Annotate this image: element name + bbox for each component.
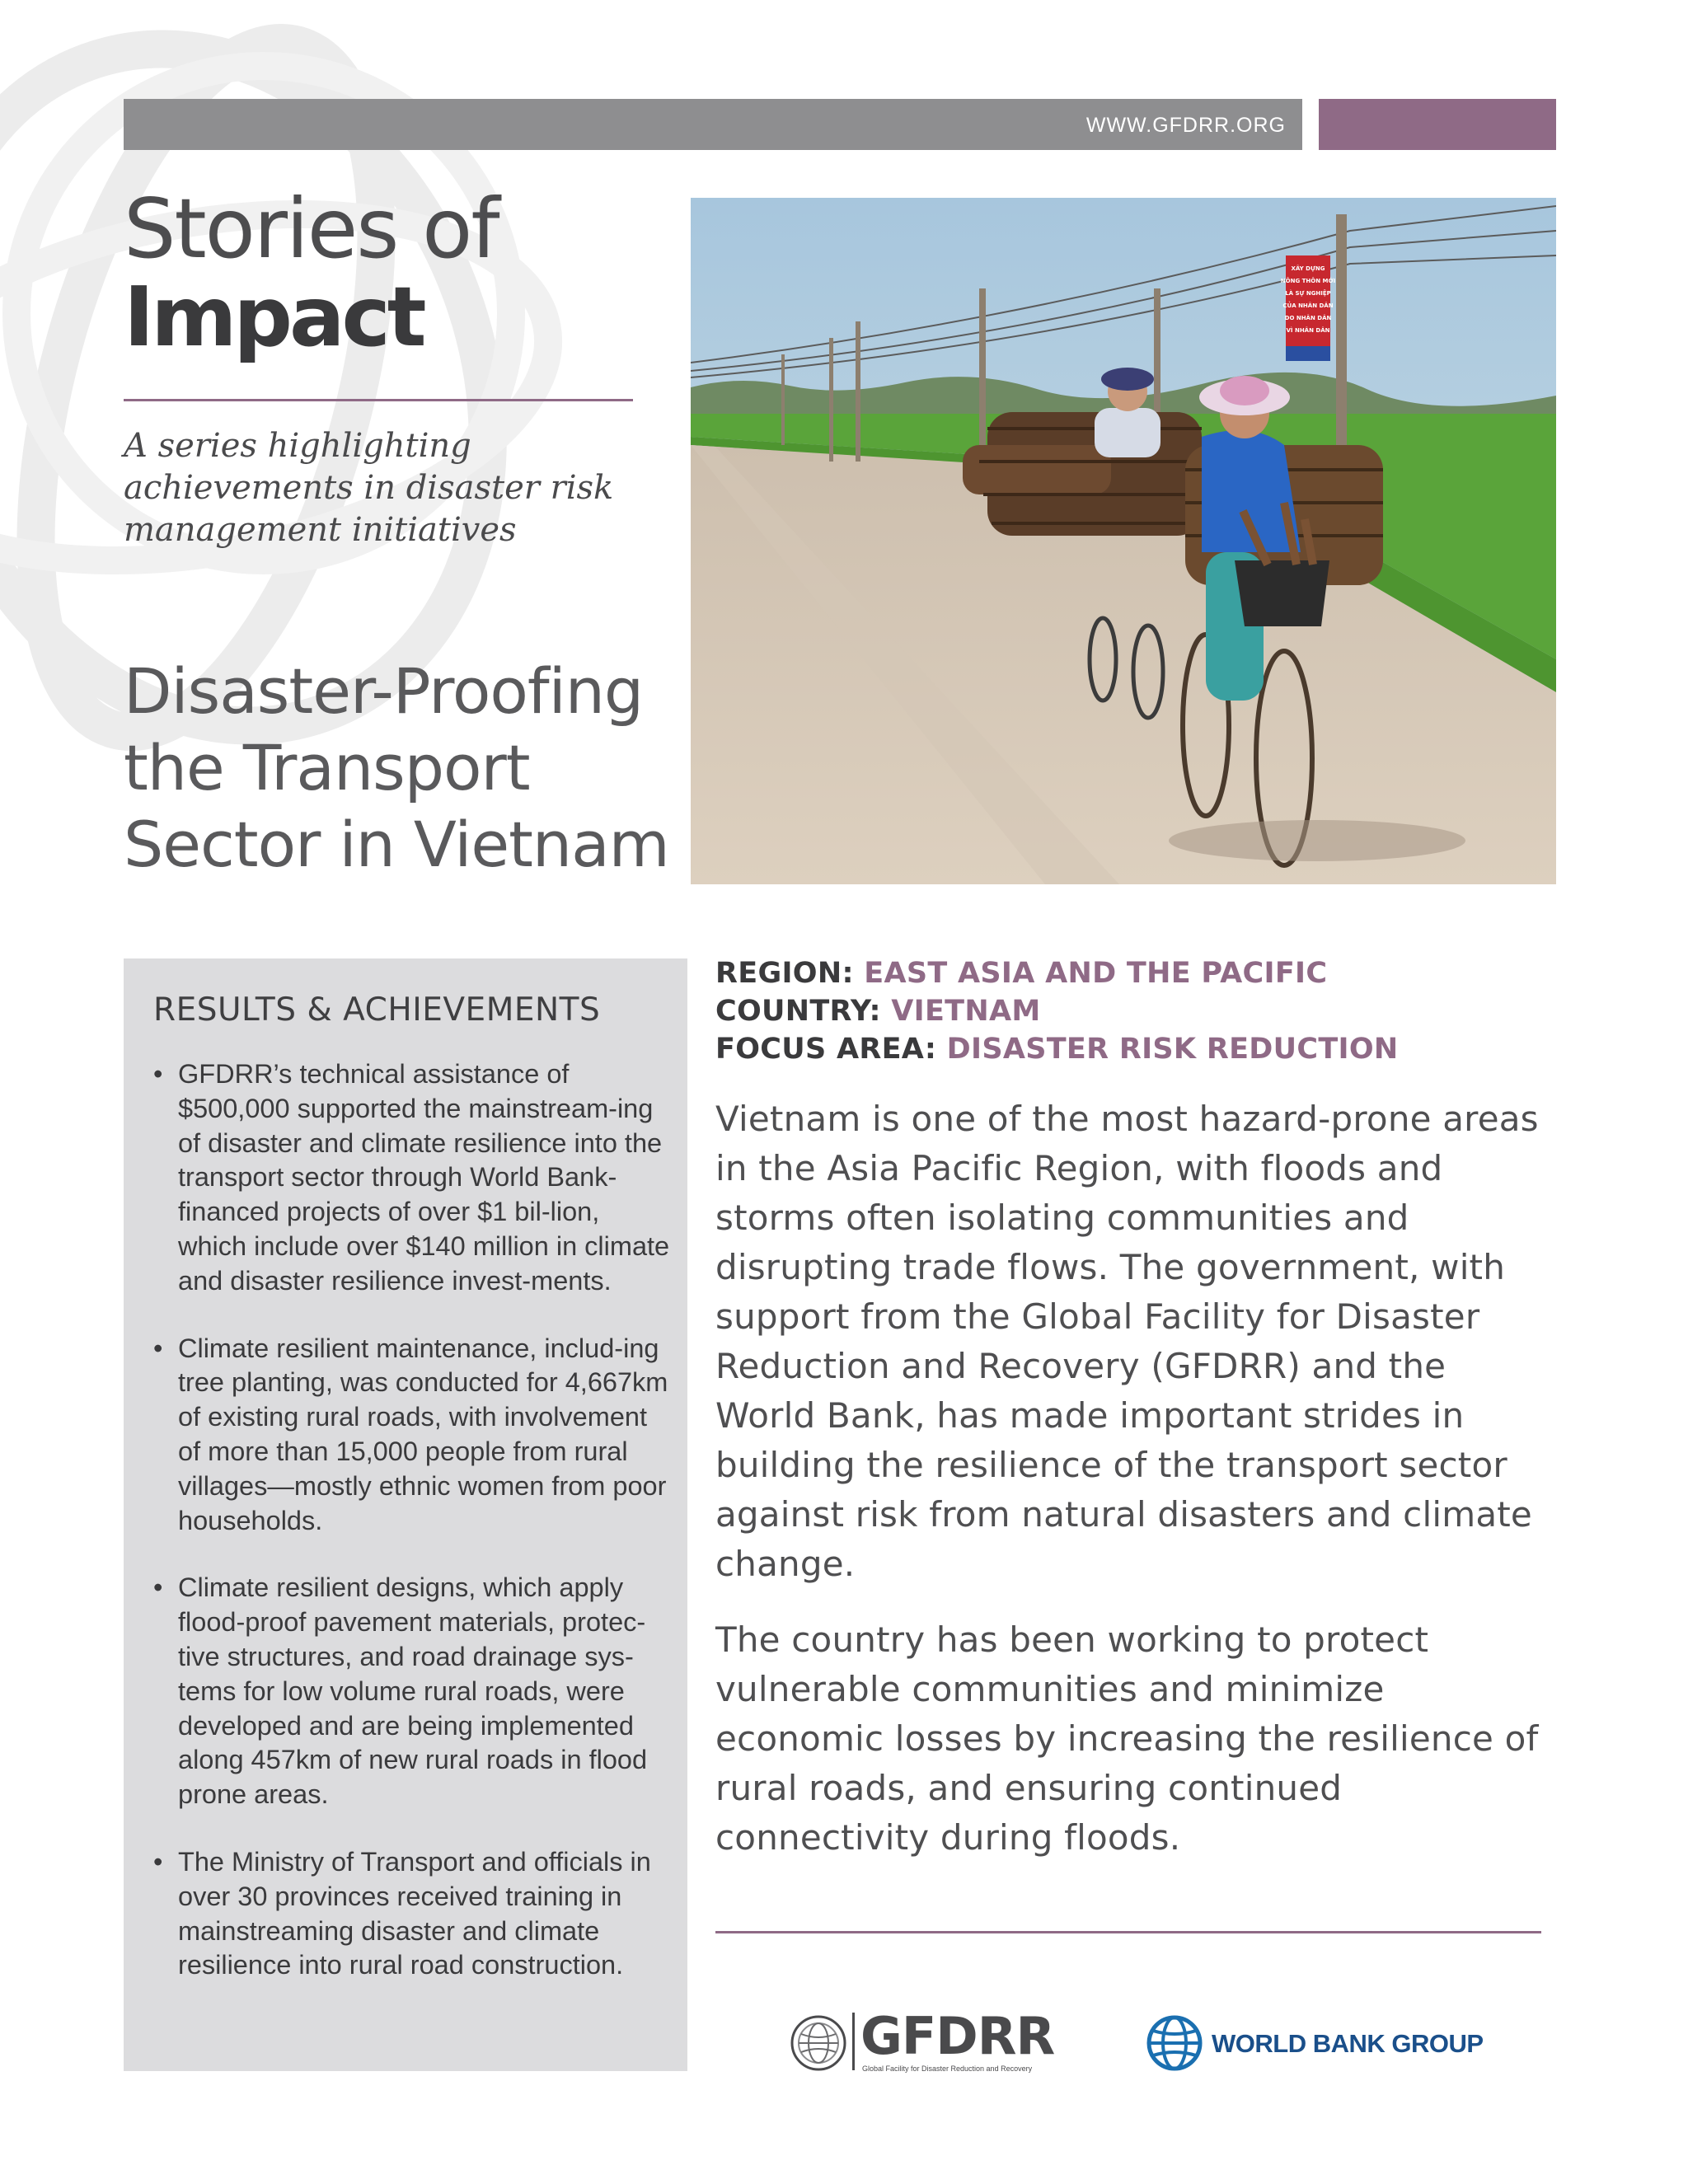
- results-panel: [124, 958, 687, 2071]
- results-list: [152, 1057, 671, 2016]
- main-title-line2: the Transport: [124, 731, 530, 804]
- website-link[interactable]: WWW.GFDRR.ORG: [1085, 114, 1286, 137]
- sign-text-2: NÔNG THÔN MỚI: [1280, 278, 1336, 284]
- bullet-marker: •: [153, 1333, 163, 1363]
- project-metadata: [715, 954, 1399, 1068]
- header-bar: [124, 99, 1302, 150]
- footer-divider: [715, 1931, 1541, 1933]
- sign-text-1: XÂY DỰNG: [1291, 265, 1325, 272]
- world-bank-globe-icon: [1146, 2014, 1203, 2072]
- region-label: REGION:: [715, 957, 854, 990]
- result-text-2: Climate resilient maintenance, includ-ing tree planting, was conducted for 4,667km of existing rural roads, with involvement of more than 15,000 people from rural villages—mostly ethnic women from poor households.: [178, 1333, 668, 1535]
- focus-area-value: DISASTER RISK REDUCTION: [946, 1033, 1399, 1066]
- main-title-line1: Disaster-Proofing: [124, 654, 644, 728]
- world-bank-group-name: WORLD BANK GROUP: [1212, 2029, 1484, 2058]
- list-item: [152, 1571, 671, 1812]
- gfdrr-logo-name: GFDRR: [860, 2006, 1055, 2066]
- series-description: A series highlighting achievements in disaster risk management initiatives: [124, 427, 614, 549]
- results-heading: RESULTS & ACHIEVEMENTS: [153, 991, 601, 1029]
- bullet-marker: •: [153, 1572, 163, 1603]
- gfdrr-logo-tagline: Global Facility for Disaster Reduction and Recovery: [862, 2064, 1033, 2073]
- sign-text-5: DO NHÂN DÂN: [1284, 315, 1332, 321]
- list-item: [152, 1845, 671, 1983]
- result-text-3: Climate resilient designs, which apply flood-proof pavement materials, protec-tive structures, and road drainage sys-tems for low volume rural roads, were developed and are being implemented along 457km of new rural roads in flood prone areas.: [178, 1572, 648, 1810]
- gfdrr-logo: [790, 2006, 1055, 2075]
- body-paragraph-2: The country has been working to protect vulnerable communities and minimize economic losses by increasing the resilience of rural roads, and ensuring continued connectivity during floods.: [715, 1619, 1539, 1858]
- region-value: EAST ASIA AND THE PACIFIC: [864, 957, 1328, 990]
- brand-divider: [124, 399, 633, 401]
- list-item: [152, 1332, 671, 1539]
- cover-photo: [691, 198, 1556, 884]
- body-text: [715, 1094, 1548, 1889]
- sign-text-6: VÌ NHÂN DÂN: [1286, 327, 1330, 334]
- world-bank-group-logo: [1146, 2013, 1484, 2074]
- sign-text-4: CỦA NHÂN DÂN: [1282, 302, 1334, 309]
- main-title-line3: Sector in Vietnam: [124, 808, 669, 881]
- region-line: [715, 954, 1399, 992]
- brand-title-line2: Impact: [124, 269, 424, 365]
- gfdrr-globe-icon: [790, 2014, 847, 2072]
- sign-text-3: LÀ SỰ NGHIỆP: [1285, 290, 1331, 297]
- body-paragraph-1: Vietnam is one of the most hazard-prone areas in the Asia Pacific Region, with floods and storms often isolating communities and disrupting trade flows. The government, with support from the Global Facility for Disaster Reduction and Recovery (GFDRR) and the World Bank, has made important strides in building the resilience of the transport sector against risk from natural disasters and climate change.: [715, 1099, 1539, 1584]
- country-value: VIETNAM: [891, 995, 1041, 1028]
- brand-title-line1: Stories of: [124, 180, 499, 277]
- bullet-marker: •: [153, 1846, 163, 1877]
- list-item: [152, 1057, 671, 1299]
- header-accent-block: [1319, 99, 1556, 150]
- focus-area-label: FOCUS AREA:: [715, 1033, 937, 1066]
- bullet-marker: •: [153, 1059, 163, 1089]
- gfdrr-logo-separator: [852, 2013, 855, 2070]
- result-text-4: The Ministry of Transport and officials in over 30 provinces received training in mainstreaming disaster and climate resilience into rural road construction.: [178, 1846, 651, 1980]
- country-line: [715, 992, 1399, 1030]
- result-text-1: GFDRR’s technical assistance of $500,000 supported the mainstream-ing of disaster and climate resilience into the transport sector through World Bank-financed projects of over $1 bil-lion, which include over $140 million in climate and disaster resilience invest-ments.: [178, 1059, 670, 1296]
- focus-area-line: [715, 1030, 1399, 1068]
- main-title: [124, 653, 684, 883]
- country-label: COUNTRY:: [715, 995, 881, 1028]
